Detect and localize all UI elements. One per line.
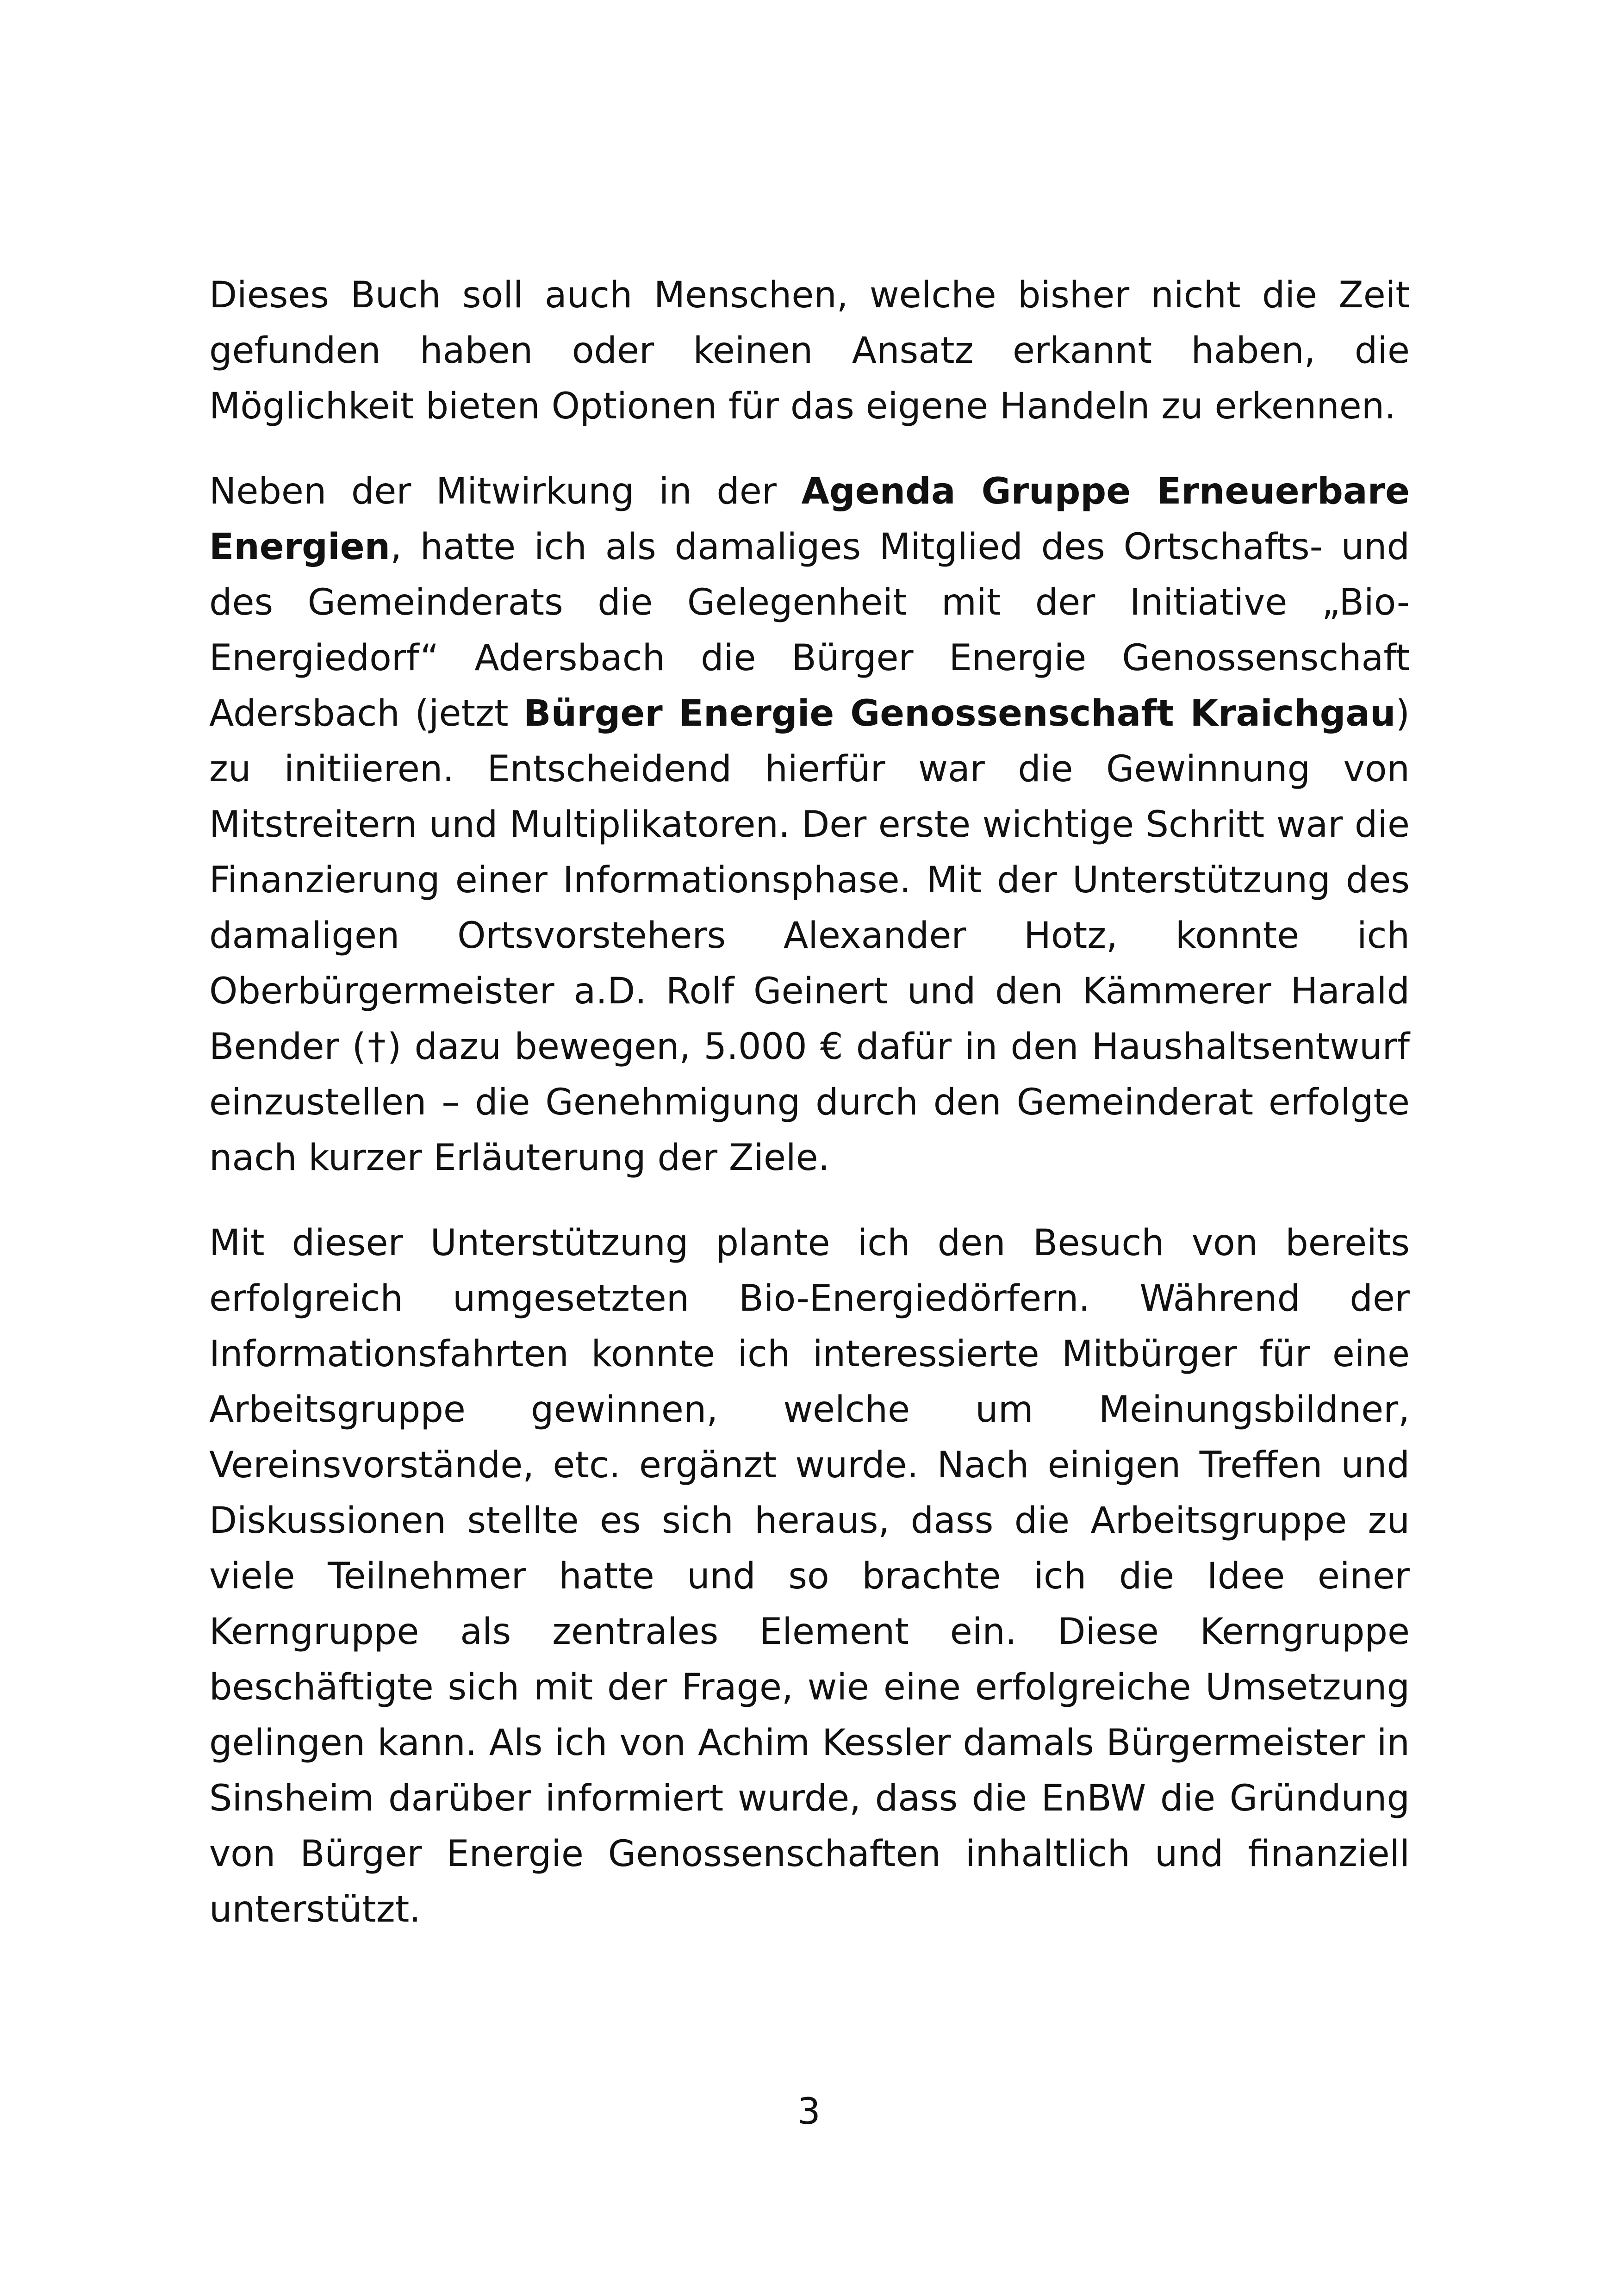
paragraph-text: ) zu initiieren. Entscheidend hierfür war die Gewinnung von Mitstreitern und Multiplikatoren. Der erste wichtige Schritt war die Finanzierung einer Informationsphase. Mit der Unterstützung des damaligen Ortsvorstehers Alexander Hotz, konnte ich Oberbürgermeister a.D. Rolf Geinert und den Kämmerer Harald Bender (†) dazu bewegen, 5.000 € dafür in den Haushaltsentwurf einzustellen – die Genehmigung durch den Gemeinderat erfolgte nach kurzer Erläuterung der Ziele. (209, 693, 1410, 1179)
bold-term-genossenschaft-kraichgau: Bürger Energie Genossenschaft Kraichgau (523, 693, 1396, 734)
paragraph-text: Dieses Buch soll auch Menschen, welche bisher nicht die Zeit gefunden haben oder keinen Ansatz erkannt haben, die Möglichkeit bieten Optionen für das eigene Handeln zu erkennen. (209, 274, 1410, 427)
page-number: 3 (797, 2091, 821, 2133)
paragraph-text: , hatte ich als damaliges Mitglied des Ortschafts- und des Gemeinderats die Gelegenheit mit der Initiative „Bio-Energiedorf“ Adersbach die Bürger Energie Genossenschaft Adersbach (jetzt (209, 526, 1410, 734)
paragraph-text: Neben der Mitwirkung in der (209, 471, 802, 512)
paragraph-1 (209, 268, 1410, 434)
paragraph-2 (209, 464, 1410, 1186)
body-text (209, 268, 1410, 1967)
paragraph-text: Mit dieser Unterstützung plante ich den Besuch von bereits erfolgreich umgesetzten Bio-Energiedörfern. Während der Informationsfahrten konnte ich interessierte Mitbürger für eine Arbeitsgruppe gewinnen, welche um Meinungsbildner, Vereinsvorstände, etc. ergänzt wurde. Nach einigen Treffen und Diskussionen stellte es sich heraus, dass die Arbeitsgruppe zu viele Teilnehmer hatte und so brachte ich die Idee einer Kerngruppe als zentrales Element ein. Diese Kerngruppe beschäftigte sich mit der Frage, wie eine erfolgreiche Umsetzung gelingen kann. Als ich von Achim Kessler damals Bürgermeister in Sinsheim darüber informiert wurde, dass die EnBW die Gründung von Bürger Energie Genossenschaften inhaltlich und finanziell unterstützt. (209, 1222, 1410, 1930)
bold-term-agenda-gruppe: Agenda Gruppe Erneuerbare Energien (209, 471, 1410, 568)
paragraph-3 (209, 1215, 1410, 1937)
